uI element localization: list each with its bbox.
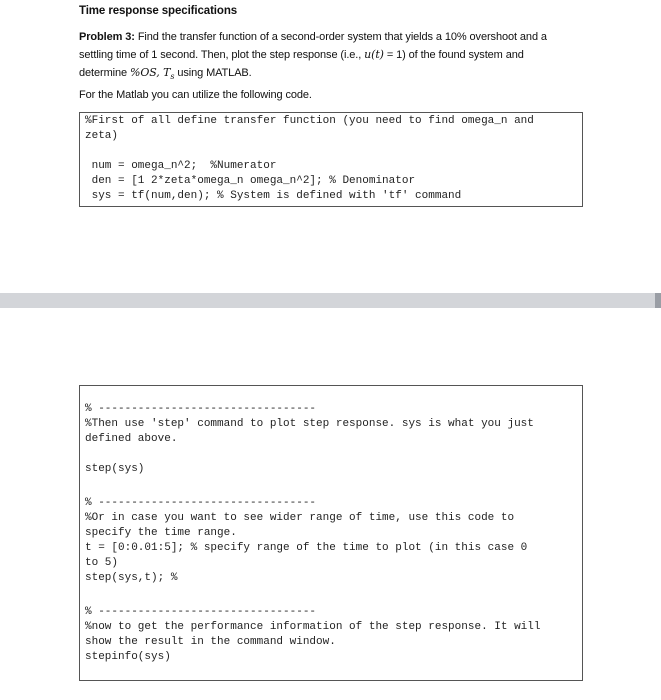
code-line: %Then use 'step' command to plot step response. sys is what you just <box>85 418 534 430</box>
problem-line-2 <box>79 46 579 64</box>
code-line: % --------------------------------- <box>85 606 317 618</box>
code-line: defined above. <box>85 433 178 445</box>
spec-symbols: %OS, T <box>129 66 171 79</box>
code-line: % --------------------------------- <box>85 403 317 415</box>
code-block-2 <box>79 385 583 681</box>
code-line: specify the time range. <box>85 527 237 539</box>
code-line: %now to get the performance information of the step response. It will <box>85 621 541 633</box>
code-line: stepinfo(sys) <box>85 651 171 663</box>
problem-text-2a: settling time of 1 second. Then, plot the step response (i.e., <box>79 49 365 61</box>
problem-label: Problem 3: <box>79 31 135 43</box>
code-line: %Or in case you want to see wider range of time, use this code to <box>85 512 515 524</box>
problem-text-3b: using MATLAB. <box>174 67 252 79</box>
code-line: to 5) <box>85 557 119 569</box>
page-divider <box>0 293 661 308</box>
code-block-1 <box>79 112 583 207</box>
code-intro: For the Matlab you can utilize the following code. <box>79 89 312 101</box>
section-heading: Time response specifications <box>79 5 238 17</box>
code-line: %First of all define transfer function (you need to find omega_n and <box>85 115 534 127</box>
code-line: num = omega_n^2; %Numerator <box>85 160 277 172</box>
problem-line-3 <box>79 64 579 85</box>
code-line: % --------------------------------- <box>85 497 317 509</box>
problem-line-1 <box>79 29 579 46</box>
code-line: den = [1 2*zeta*omega_n omega_n^2]; % Denominator <box>85 175 416 187</box>
problem-statement <box>79 29 579 85</box>
code-line: zeta) <box>85 130 119 142</box>
problem-text-1: Find the transfer function of a second-order system that yields a 10% overshoot and a <box>134 31 547 43</box>
code-line: t = [0:0.01:5]; % specify range of the time to plot (in this case 0 <box>85 542 528 554</box>
problem-text-2b: = 1) of the found system and <box>383 49 524 61</box>
code-line: step(sys,t); % <box>85 572 178 584</box>
code-line: step(sys) <box>85 463 145 475</box>
problem-text-3a: determine <box>79 67 130 79</box>
page-upper <box>0 0 661 293</box>
code-line: show the result in the command window. <box>85 636 336 648</box>
code-line: sys = tf(num,den); % System is defined with 'tf' command <box>85 190 462 202</box>
input-function: u(t) <box>364 48 384 61</box>
spec-subscript: s <box>170 72 175 82</box>
scrollbar-edge <box>655 293 661 308</box>
